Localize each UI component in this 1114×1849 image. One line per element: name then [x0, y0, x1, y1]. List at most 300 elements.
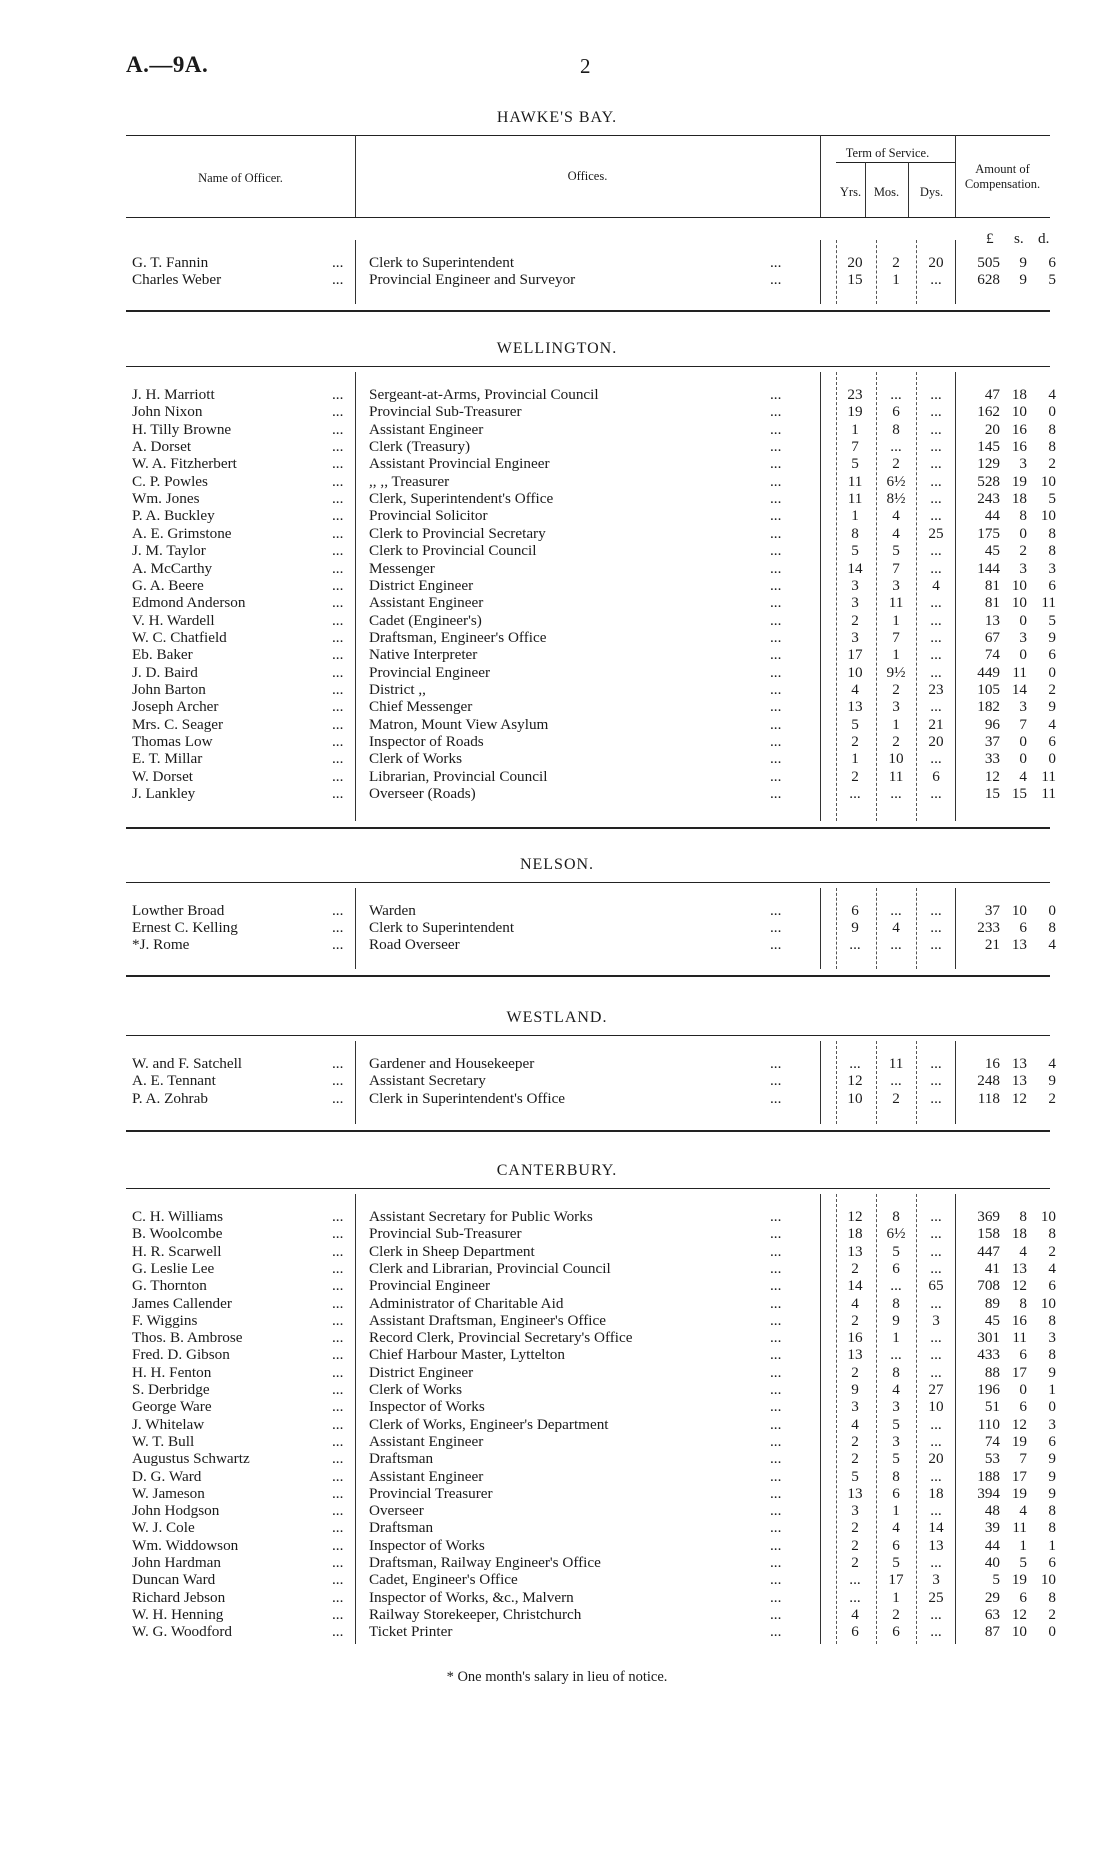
amount-pounds: 369 [977, 1208, 1000, 1225]
leader-dots: ... [770, 1536, 782, 1554]
term-months: 8 [892, 420, 900, 438]
officer-name: W. J. Cole [132, 1519, 195, 1537]
term-months: 6 [892, 1484, 900, 1502]
term-months: 11 [888, 1055, 904, 1072]
term-years: 4 [851, 1294, 859, 1312]
amount-pence: 0 [1048, 403, 1056, 421]
office-title: Clerk to Superintendent [369, 254, 515, 271]
term-years: 13 [847, 1346, 863, 1364]
leader-dots: ... [332, 438, 344, 456]
term-months: 7 [892, 559, 900, 577]
amount-pence: 8 [1048, 420, 1056, 438]
office-title: Inspector of Works [369, 1398, 485, 1416]
office-title: Clerk to Provincial Secretary [369, 524, 546, 542]
leader-dots: ... [770, 698, 782, 716]
term-years: 2 [851, 611, 859, 629]
term-months: 3 [892, 1398, 900, 1416]
amount-pence: 8 [1048, 524, 1056, 542]
office-title: Provincial Engineer [369, 663, 491, 681]
office-title: Cadet, Engineer's Office [369, 1571, 518, 1589]
leader-dots: ... [770, 1259, 782, 1277]
amount-shillings: 8 [1019, 1208, 1027, 1225]
amount-pounds: 74 [984, 646, 1000, 664]
leader-dots: ... [332, 1605, 344, 1623]
amount-pounds: 628 [977, 271, 1000, 289]
term-days: 27 [928, 1381, 944, 1398]
term-days: ... [930, 1605, 942, 1623]
office-title: Record Clerk, Provincial Secretary's Office [369, 1329, 633, 1347]
term-days: ... [930, 902, 942, 919]
office-title: Clerk in Sheep Department [369, 1242, 535, 1260]
leader-dots: ... [332, 1484, 344, 1502]
officer-name: W. T. Bull [132, 1432, 195, 1450]
officer-name: B. Woolcombe [132, 1225, 223, 1243]
term-years: 3 [851, 628, 859, 646]
leader-dots: ... [770, 438, 782, 456]
leader-dots: ... [332, 1623, 344, 1641]
amount-pence: 2 [1048, 1089, 1056, 1107]
term-years: 1 [851, 507, 859, 525]
office-title: Clerk to Provincial Council [369, 542, 537, 560]
officer-name: Ernest C. Kelling [132, 919, 238, 936]
term-days: ... [930, 1089, 942, 1107]
amount-pence: 2 [1048, 1605, 1056, 1623]
section-title-canterbury: CANTERBURY. [496, 1162, 618, 1179]
table-row [0, 1312, 1114, 1329]
term-months: 4 [892, 1381, 900, 1398]
term-years: 17 [847, 646, 863, 664]
amount-pence: 6 [1048, 1432, 1056, 1450]
officer-name: A. Dorset [132, 438, 192, 456]
term-months: 5 [892, 1242, 900, 1260]
col-header-term: Term of Service. [845, 146, 930, 160]
amount-pounds: 89 [984, 1294, 1000, 1312]
amount-pounds: 233 [977, 919, 1000, 936]
leader-dots: ... [770, 902, 782, 919]
term-months: 1 [892, 1502, 900, 1520]
amount-shillings: 4 [1019, 767, 1027, 785]
amount-shillings: 1 [1019, 1536, 1027, 1554]
leader-dots: ... [770, 646, 782, 664]
term-days: 6 [932, 767, 940, 785]
amount-pence: 0 [1048, 750, 1056, 768]
amount-pence: 11 [1041, 785, 1056, 803]
amount-shillings: 12 [1011, 1277, 1027, 1295]
term-years: 4 [851, 680, 859, 698]
table-row [0, 577, 1114, 594]
term-months: 6½ [886, 472, 906, 490]
officer-name: James Callender [132, 1294, 232, 1312]
term-days: 25 [928, 524, 944, 542]
term-years: 5 [851, 715, 859, 733]
leader-dots: ... [770, 1242, 782, 1260]
term-months: 9 [892, 1311, 900, 1329]
officer-name: P. A. Buckley [132, 507, 215, 525]
section-bottom-rule [126, 975, 1050, 977]
leader-dots: ... [332, 646, 344, 664]
amount-shillings: 7 [1019, 715, 1027, 733]
table-row [0, 473, 1114, 490]
table-row [0, 1450, 1114, 1467]
amount-pounds: 33 [984, 750, 1000, 768]
term-years: 12 [847, 1208, 863, 1225]
amount-shillings: 3 [1019, 698, 1027, 716]
term-days: 13 [928, 1536, 944, 1554]
office-title: Provincial Treasurer [369, 1484, 493, 1502]
officer-name: Edmond Anderson [132, 594, 246, 612]
amount-pence: 8 [1048, 1502, 1056, 1520]
officer-name: Charles Weber [132, 271, 222, 289]
office-title: Librarian, Provincial Council [369, 767, 548, 785]
term-years: 7 [851, 438, 859, 456]
term-months: ... [890, 1346, 902, 1364]
table-row [0, 681, 1114, 698]
amount-pounds: 188 [977, 1467, 1000, 1485]
leader-dots: ... [332, 733, 344, 750]
table-row [0, 1433, 1114, 1450]
officer-name: W. Jameson [132, 1484, 205, 1502]
amount-pence: 9 [1048, 1450, 1056, 1468]
term-years: 2 [851, 1536, 859, 1554]
term-months: 4 [892, 507, 900, 525]
leader-dots: ... [770, 1089, 782, 1107]
office-title: Ticket Printer [369, 1623, 453, 1641]
leader-dots: ... [770, 271, 782, 289]
term-years: 14 [847, 559, 863, 577]
leader-dots: ... [332, 1363, 344, 1381]
leader-dots: ... [770, 594, 782, 612]
leader-dots: ... [770, 1605, 782, 1623]
term-days: ... [930, 936, 942, 953]
leader-dots: ... [770, 1294, 782, 1312]
leader-dots: ... [770, 403, 782, 421]
amount-shillings: 14 [1011, 680, 1027, 698]
term-days: ... [930, 1467, 942, 1485]
leader-dots: ... [770, 1467, 782, 1485]
amount-pence: 4 [1048, 715, 1056, 733]
officer-name: Wm. Jones [132, 490, 200, 508]
term-months: 2 [892, 733, 900, 750]
officer-name: W. C. Chatfield [132, 628, 227, 646]
amount-shillings: 0 [1019, 611, 1027, 629]
leader-dots: ... [770, 1450, 782, 1468]
office-title: Clerk and Librarian, Provincial Council [369, 1259, 611, 1277]
table-row [0, 1243, 1114, 1260]
term-months: 1 [892, 646, 900, 664]
amount-pounds: 505 [977, 254, 1000, 271]
amount-pence: 5 [1048, 271, 1056, 289]
leader-dots: ... [770, 785, 782, 803]
amount-shillings: 12 [1011, 1605, 1027, 1623]
office-title: Native Interpreter [369, 646, 478, 664]
term-days: ... [930, 785, 942, 803]
amount-pence: 6 [1048, 1277, 1056, 1295]
term-years: 16 [847, 1329, 863, 1347]
amount-shillings: 0 [1019, 750, 1027, 768]
leader-dots: ... [332, 785, 344, 803]
office-title: Provincial Engineer [369, 1277, 491, 1295]
amount-pounds: 243 [977, 490, 1000, 508]
term-days: ... [930, 611, 942, 629]
amount-pence: 10 [1040, 1208, 1056, 1225]
office-title: Clerk of Works, Engineer's Department [369, 1415, 609, 1433]
term-days: ... [930, 1363, 942, 1381]
term-years: 8 [851, 524, 859, 542]
amount-pence: 3 [1048, 1329, 1056, 1347]
leader-dots: ... [332, 767, 344, 785]
office-title: Draftsman [369, 1519, 434, 1537]
term-days: ... [930, 594, 942, 612]
amount-shillings: 10 [1011, 576, 1027, 594]
term-years: 5 [851, 542, 859, 560]
term-days: ... [930, 1055, 942, 1072]
office-title: ,, ,, Treasurer [369, 472, 450, 490]
term-days: 18 [928, 1484, 944, 1502]
nelson-top-rule [126, 882, 1050, 883]
term-years: 1 [851, 420, 859, 438]
term-months: ... [890, 1072, 902, 1090]
table-row [0, 629, 1114, 646]
amount-pounds: 40 [984, 1554, 1000, 1571]
amount-pence: 9 [1048, 1467, 1056, 1485]
term-months: 8 [892, 1294, 900, 1312]
term-days: ... [930, 490, 942, 508]
term-years: 3 [851, 576, 859, 594]
canterbury-top-rule [126, 1188, 1050, 1189]
table-row [0, 612, 1114, 629]
office-title: District Engineer [369, 1363, 474, 1381]
term-years: 11 [847, 490, 863, 508]
amount-pence: 4 [1048, 386, 1056, 403]
leader-dots: ... [770, 1398, 782, 1416]
amount-pounds: 74 [984, 1432, 1000, 1450]
term-days: ... [930, 646, 942, 664]
amount-pounds: 45 [984, 1311, 1000, 1329]
term-days: ... [930, 698, 942, 716]
term-months: 1 [892, 271, 900, 289]
term-months: 6 [892, 1259, 900, 1277]
term-years: 19 [847, 403, 863, 421]
amount-pounds: 21 [984, 936, 1000, 953]
office-title: Draftsman, Railway Engineer's Office [369, 1554, 601, 1571]
officer-name: H. R. Scarwell [132, 1242, 222, 1260]
officer-name: Fred. D. Gibson [132, 1346, 230, 1364]
office-title: Inspector of Works, &c., Malvern [369, 1588, 574, 1606]
term-months: 1 [892, 1329, 900, 1347]
officer-name: G. T. Fannin [132, 254, 209, 271]
table-row [0, 1519, 1114, 1536]
table-row [0, 403, 1114, 420]
officer-name: V. H. Wardell [132, 611, 215, 629]
amount-pounds: 96 [984, 715, 1000, 733]
amount-pence: 1 [1048, 1536, 1056, 1554]
amount-pounds: 528 [977, 472, 1000, 490]
amount-pence: 4 [1048, 936, 1056, 953]
leader-dots: ... [332, 271, 344, 289]
office-title: Clerk to Superintendent [369, 919, 515, 936]
section-title-wellington: WELLINGTON. [496, 340, 618, 357]
amount-shillings: 6 [1019, 919, 1027, 936]
leader-dots: ... [332, 1259, 344, 1277]
amount-pence: 5 [1048, 490, 1056, 508]
amount-shillings: 11 [1012, 663, 1027, 681]
term-days: 3 [932, 1311, 940, 1329]
amount-pounds: 301 [977, 1329, 1000, 1347]
officer-name: Mrs. C. Seager [132, 715, 224, 733]
amount-pence: 10 [1040, 472, 1056, 490]
table-row [0, 1502, 1114, 1519]
amount-pounds: 12 [984, 767, 1000, 785]
officer-name: W. G. Woodford [132, 1623, 233, 1641]
amount-pounds: 175 [977, 524, 1000, 542]
leader-dots: ... [770, 1225, 782, 1243]
table-row [0, 750, 1114, 767]
amount-pounds: 67 [984, 628, 1000, 646]
term-years: 2 [851, 1259, 859, 1277]
term-subheader-rule [836, 162, 955, 163]
office-title: Draftsman, Engineer's Office [369, 628, 547, 646]
term-days: ... [930, 455, 942, 473]
leader-dots: ... [770, 1519, 782, 1537]
term-months: 1 [892, 1588, 900, 1606]
officer-name: Richard Jebson [132, 1588, 226, 1606]
table-row [0, 936, 1114, 953]
term-years: ... [849, 936, 861, 953]
term-months: 6 [892, 1536, 900, 1554]
leader-dots: ... [332, 902, 344, 919]
leader-dots: ... [770, 750, 782, 768]
amount-pence: 9 [1048, 698, 1056, 716]
amount-pounds: 87 [984, 1623, 1000, 1641]
leader-dots: ... [770, 1588, 782, 1606]
leader-dots: ... [332, 715, 344, 733]
leader-dots: ... [332, 611, 344, 629]
leader-dots: ... [332, 1554, 344, 1571]
leader-dots: ... [332, 1502, 344, 1520]
term-years: ... [849, 1055, 861, 1072]
leader-dots: ... [770, 1554, 782, 1571]
amount-pounds: 110 [977, 1415, 1000, 1433]
term-years: 4 [851, 1605, 859, 1623]
term-years: 13 [847, 1484, 863, 1502]
term-days: 20 [928, 1450, 944, 1468]
officer-name: P. A. Zohrab [132, 1089, 208, 1107]
amount-pence: 8 [1048, 542, 1056, 560]
leader-dots: ... [770, 1208, 782, 1225]
term-days: ... [930, 1294, 942, 1312]
table-row [0, 716, 1114, 733]
term-years: 2 [851, 1363, 859, 1381]
term-months: ... [890, 785, 902, 803]
amount-pounds: 5 [992, 1571, 1000, 1589]
section-bottom-rule [126, 310, 1050, 312]
leader-dots: ... [770, 524, 782, 542]
term-years: 9 [851, 919, 859, 936]
office-title: Assistant Secretary [369, 1072, 486, 1090]
term-days: ... [930, 271, 942, 289]
leader-dots: ... [332, 1588, 344, 1606]
table-row [0, 421, 1114, 438]
term-days: 65 [928, 1277, 944, 1295]
amount-shillings: 11 [1012, 1329, 1027, 1347]
term-months: 3 [892, 698, 900, 716]
currency-pence: d. [1038, 230, 1050, 247]
amount-shillings: 16 [1011, 420, 1027, 438]
leader-dots: ... [332, 1346, 344, 1364]
amount-pence: 10 [1040, 1571, 1056, 1589]
leader-dots: ... [770, 576, 782, 594]
term-months: 4 [892, 1519, 900, 1537]
leader-dots: ... [770, 1311, 782, 1329]
term-months: 8 [892, 1363, 900, 1381]
office-title: Clerk, Superintendent's Office [369, 490, 554, 508]
office-title: Overseer [369, 1502, 424, 1520]
leader-dots: ... [332, 1329, 344, 1347]
office-title: District Engineer [369, 576, 474, 594]
leader-dots: ... [332, 576, 344, 594]
officer-name: G. Leslie Lee [132, 1259, 215, 1277]
table-row [0, 455, 1114, 472]
amount-shillings: 15 [1011, 785, 1027, 803]
leader-dots: ... [770, 559, 782, 577]
leader-dots: ... [332, 1432, 344, 1450]
officer-name: W. and F. Satchell [132, 1055, 243, 1072]
term-months: 6 [892, 403, 900, 421]
amount-pounds: 13 [984, 611, 1000, 629]
term-months: ... [890, 438, 902, 456]
amount-shillings: 18 [1011, 490, 1027, 508]
table-row [0, 1225, 1114, 1242]
leader-dots: ... [332, 1381, 344, 1398]
amount-pounds: 88 [984, 1363, 1000, 1381]
amount-shillings: 3 [1019, 455, 1027, 473]
term-months: 7 [892, 628, 900, 646]
term-years: 4 [851, 1415, 859, 1433]
amount-pounds: 118 [977, 1089, 1000, 1107]
term-years: 10 [847, 663, 863, 681]
table-row [0, 1571, 1114, 1588]
table-row [0, 785, 1114, 802]
office-title: Matron, Mount View Asylum [369, 715, 549, 733]
term-months: 3 [892, 576, 900, 594]
office-title: Clerk of Works [369, 750, 462, 768]
term-years: 20 [847, 254, 863, 271]
term-months: 1 [892, 715, 900, 733]
amount-pounds: 44 [984, 1536, 1000, 1554]
term-days: 21 [928, 715, 944, 733]
amount-pence: 0 [1048, 1623, 1056, 1641]
officer-name: J. Whitelaw [132, 1415, 205, 1433]
table-row [0, 1346, 1114, 1363]
currency-pounds: £ [986, 230, 994, 247]
officer-name: E. T. Millar [132, 750, 203, 768]
term-years: 18 [847, 1225, 863, 1243]
term-days: ... [930, 507, 942, 525]
leader-dots: ... [770, 1381, 782, 1398]
page-number: 2 [580, 54, 591, 78]
amount-shillings: 2 [1019, 542, 1027, 560]
amount-shillings: 4 [1019, 1502, 1027, 1520]
term-years: 5 [851, 455, 859, 473]
col-header-offices: Offices. [567, 169, 608, 183]
term-days: 25 [928, 1588, 944, 1606]
term-months: 5 [892, 1415, 900, 1433]
officer-name: A. McCarthy [132, 559, 213, 577]
table-row [0, 1329, 1114, 1346]
leader-dots: ... [770, 663, 782, 681]
amount-shillings: 17 [1011, 1363, 1027, 1381]
term-days: ... [930, 472, 942, 490]
